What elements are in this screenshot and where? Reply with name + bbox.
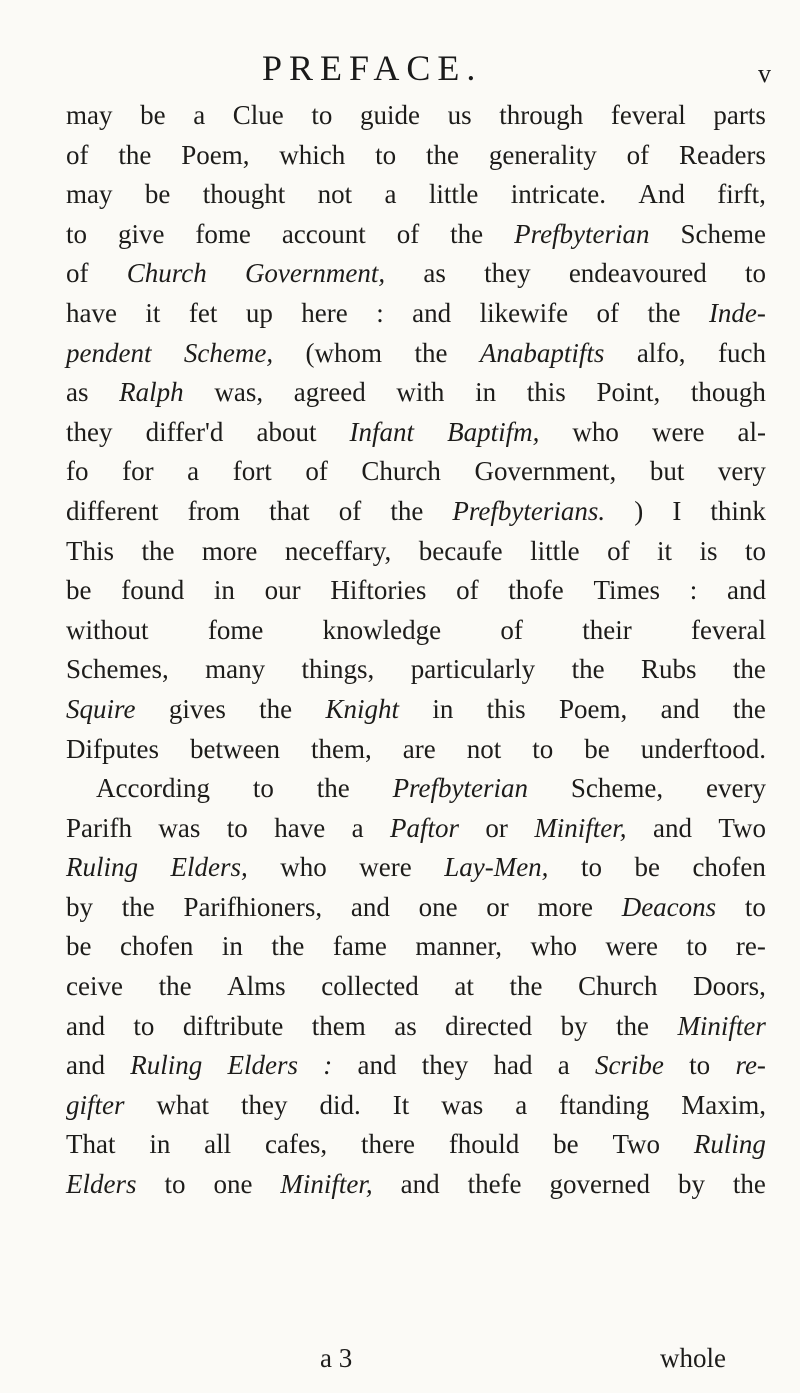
word: ) bbox=[634, 495, 644, 526]
word: alfo, bbox=[636, 337, 686, 368]
word: be bbox=[144, 179, 171, 210]
word: their bbox=[582, 614, 632, 645]
italic-word: Church bbox=[126, 258, 207, 289]
text-line bbox=[66, 1125, 766, 1165]
word: to bbox=[252, 773, 274, 804]
word: the bbox=[732, 1169, 766, 1200]
word: from bbox=[187, 495, 241, 526]
word: and bbox=[660, 693, 700, 724]
word: at bbox=[454, 971, 474, 1002]
word: gives bbox=[168, 693, 226, 724]
word: the bbox=[141, 535, 175, 566]
italic-word: Knight bbox=[325, 693, 399, 724]
word: to bbox=[532, 733, 554, 764]
word: Readers bbox=[678, 139, 766, 170]
word: manner, bbox=[415, 931, 502, 962]
word: be bbox=[584, 733, 610, 764]
word: the bbox=[121, 891, 155, 922]
text-line bbox=[66, 690, 766, 730]
word: very bbox=[717, 456, 766, 487]
word: a bbox=[515, 1089, 528, 1120]
word: as bbox=[423, 258, 446, 289]
word: they bbox=[421, 1050, 469, 1081]
word: by bbox=[66, 891, 93, 922]
word: that bbox=[269, 495, 310, 526]
word: agreed bbox=[293, 377, 366, 408]
word: Government, bbox=[474, 456, 617, 487]
word: be bbox=[140, 100, 166, 130]
word: or bbox=[485, 812, 508, 843]
word: the bbox=[271, 931, 305, 962]
text-line bbox=[66, 373, 766, 413]
word: up bbox=[245, 297, 273, 328]
word: fome bbox=[195, 218, 251, 249]
italic-word: Government, bbox=[244, 258, 386, 289]
word: fo bbox=[66, 456, 89, 487]
word: for bbox=[122, 456, 154, 487]
word: and bbox=[412, 297, 452, 328]
text-line bbox=[66, 927, 766, 967]
italic-word: Ralph bbox=[119, 377, 184, 408]
text-line bbox=[66, 848, 766, 888]
word: Difputes bbox=[66, 733, 159, 764]
word: what bbox=[156, 1089, 209, 1120]
text-line bbox=[66, 1086, 766, 1126]
word: have bbox=[274, 812, 326, 843]
word: Scheme, bbox=[570, 773, 664, 804]
word: different bbox=[66, 495, 159, 526]
word: a bbox=[557, 1050, 570, 1081]
word: give bbox=[117, 218, 165, 249]
page-number: v bbox=[758, 59, 771, 88]
word: governed bbox=[549, 1169, 650, 1200]
word: was bbox=[158, 812, 201, 843]
word: may bbox=[66, 100, 113, 130]
text-line bbox=[66, 413, 766, 453]
text-line bbox=[66, 492, 766, 532]
word: Poem, bbox=[559, 693, 628, 724]
italic-word: Ruling bbox=[130, 1050, 203, 1081]
word: of bbox=[500, 614, 523, 645]
word: underftood. bbox=[640, 733, 766, 764]
word: are bbox=[402, 733, 436, 764]
italic-word: Deacons bbox=[621, 891, 717, 922]
word: all bbox=[204, 1129, 232, 1160]
text-line bbox=[66, 215, 766, 255]
word: the bbox=[390, 495, 424, 526]
word: or bbox=[486, 891, 509, 922]
word: the bbox=[450, 218, 484, 249]
word: of bbox=[396, 218, 420, 249]
word: and bbox=[357, 1050, 397, 1081]
word: in bbox=[213, 575, 235, 606]
word: in bbox=[432, 693, 454, 724]
italic-word: Paftor bbox=[389, 812, 459, 843]
catchword: whole bbox=[660, 1343, 726, 1373]
word: them, bbox=[310, 733, 372, 764]
word: be bbox=[66, 575, 92, 606]
word: Point, bbox=[596, 377, 661, 408]
text-line bbox=[66, 611, 766, 651]
word: Church bbox=[578, 971, 658, 1002]
word: intricate. bbox=[510, 179, 606, 210]
italic-word: Inde- bbox=[708, 297, 766, 328]
word: as bbox=[66, 377, 89, 408]
word: al- bbox=[737, 416, 766, 447]
word: them bbox=[311, 1010, 366, 1041]
italic-word: : bbox=[323, 1050, 333, 1081]
word: more bbox=[537, 891, 593, 922]
word: the bbox=[316, 773, 350, 804]
word: with bbox=[396, 377, 445, 408]
word: ceive bbox=[66, 971, 123, 1002]
word: here bbox=[301, 297, 348, 328]
word: And bbox=[638, 179, 685, 210]
word: a bbox=[193, 100, 206, 130]
italic-word: Minifter bbox=[677, 1010, 766, 1041]
word: the bbox=[158, 971, 192, 1002]
text-line bbox=[66, 571, 766, 611]
word: Doors, bbox=[693, 971, 766, 1002]
text-line bbox=[66, 650, 766, 690]
word: fome bbox=[207, 614, 264, 645]
italic-word: Elders bbox=[227, 1050, 298, 1081]
word: our bbox=[264, 575, 301, 606]
italic-word: Ruling bbox=[693, 1129, 766, 1160]
word: I bbox=[672, 495, 682, 526]
word: thofe bbox=[508, 575, 564, 606]
word: this bbox=[526, 377, 566, 408]
word: there bbox=[361, 1129, 415, 1160]
word: Two bbox=[718, 812, 766, 843]
word: as bbox=[394, 1010, 417, 1041]
italic-word: Scribe bbox=[594, 1050, 664, 1081]
word: through bbox=[499, 100, 584, 130]
word: but bbox=[649, 456, 685, 487]
word: not bbox=[466, 733, 502, 764]
word: and bbox=[400, 1169, 440, 1200]
word: of bbox=[338, 495, 362, 526]
text-line bbox=[66, 1007, 766, 1047]
body-text bbox=[66, 96, 766, 1205]
signature-mark: a 3 bbox=[320, 1343, 353, 1373]
word: was, bbox=[214, 377, 264, 408]
word: the bbox=[414, 337, 448, 368]
word: to bbox=[164, 1169, 186, 1200]
word: to bbox=[744, 891, 766, 922]
word: about bbox=[256, 416, 317, 447]
word: things, bbox=[301, 654, 375, 685]
italic-word: Minifter, bbox=[534, 812, 627, 843]
word: According bbox=[96, 773, 210, 804]
word: : bbox=[376, 297, 384, 328]
word: may bbox=[66, 179, 113, 210]
word: between bbox=[190, 733, 280, 764]
word: more bbox=[201, 535, 258, 566]
word: many bbox=[205, 654, 266, 685]
word: and bbox=[350, 891, 390, 922]
word: the bbox=[571, 654, 605, 685]
word: by bbox=[677, 1169, 705, 1200]
word: to bbox=[580, 852, 602, 883]
word: the bbox=[259, 693, 293, 724]
word: Maxim, bbox=[681, 1089, 766, 1120]
word: was bbox=[441, 1089, 484, 1120]
word: a bbox=[187, 456, 200, 487]
word: a bbox=[351, 812, 364, 843]
text-line bbox=[66, 294, 766, 334]
italic-word: pendent bbox=[66, 337, 152, 368]
word: think bbox=[710, 495, 766, 526]
word: of bbox=[596, 297, 620, 328]
word: in bbox=[475, 377, 497, 408]
word: to bbox=[226, 812, 248, 843]
word: cafes, bbox=[264, 1129, 328, 1160]
word: Alms bbox=[227, 971, 286, 1002]
word: to bbox=[744, 258, 766, 289]
text-line bbox=[66, 136, 766, 176]
word: to bbox=[375, 139, 397, 170]
word: fhould bbox=[448, 1129, 520, 1160]
word: have bbox=[66, 297, 117, 328]
word: Scheme bbox=[680, 218, 766, 249]
word: knowledge bbox=[322, 614, 442, 645]
word: this bbox=[486, 693, 526, 724]
word: generality bbox=[488, 139, 597, 170]
word: to bbox=[689, 1050, 711, 1081]
text-line bbox=[66, 888, 766, 928]
word: they bbox=[484, 258, 531, 289]
word: This bbox=[66, 535, 115, 566]
word: every bbox=[705, 773, 766, 804]
word: Clue bbox=[232, 100, 284, 130]
word: the bbox=[616, 1010, 649, 1041]
word: endeavoured bbox=[568, 258, 707, 289]
italic-word: Elders bbox=[66, 1169, 137, 1200]
word: of bbox=[626, 139, 650, 170]
text-line bbox=[66, 452, 766, 492]
italic-word: Anabaptifts bbox=[479, 337, 605, 368]
word: by bbox=[560, 1010, 588, 1041]
word: to bbox=[133, 1010, 155, 1041]
word: not bbox=[317, 179, 353, 210]
word: they bbox=[66, 416, 113, 447]
italic-word: re- bbox=[735, 1050, 766, 1081]
word: Hiftories bbox=[330, 575, 427, 606]
text-line bbox=[66, 334, 766, 374]
word: : bbox=[689, 575, 698, 606]
word: fame bbox=[332, 931, 387, 962]
word: were bbox=[359, 852, 412, 883]
word: of bbox=[607, 535, 630, 566]
text-line bbox=[66, 730, 766, 770]
word: us bbox=[447, 100, 472, 130]
word: is bbox=[699, 535, 718, 566]
word: likewife bbox=[479, 297, 569, 328]
word: had bbox=[493, 1050, 533, 1081]
running-head bbox=[0, 48, 800, 88]
italic-word: gifter bbox=[66, 1089, 125, 1120]
word: of bbox=[456, 575, 479, 606]
word: directed bbox=[445, 1010, 533, 1041]
word: a bbox=[384, 179, 397, 210]
text-line bbox=[66, 1046, 766, 1086]
word: Schemes, bbox=[66, 654, 169, 685]
word: who bbox=[572, 416, 619, 447]
word: though bbox=[690, 377, 766, 408]
word: Poem, bbox=[181, 139, 250, 170]
italic-word: Scheme, bbox=[183, 337, 274, 368]
italic-word: Ruling bbox=[66, 852, 138, 883]
word: neceffary, bbox=[284, 535, 392, 566]
word: of bbox=[66, 258, 89, 289]
italic-word: Lay-Men, bbox=[444, 852, 549, 883]
text-line bbox=[66, 175, 766, 215]
word: feveral bbox=[610, 100, 686, 130]
word: thefe bbox=[467, 1169, 522, 1200]
word: little bbox=[530, 535, 580, 566]
word: one bbox=[418, 891, 458, 922]
italic-word: Minifter, bbox=[280, 1169, 373, 1200]
word: be bbox=[634, 852, 660, 883]
italic-word: Prefbyterian bbox=[514, 218, 650, 249]
word: be bbox=[553, 1129, 579, 1160]
word: to bbox=[744, 535, 766, 566]
word: particularly bbox=[410, 654, 536, 685]
word: thought bbox=[202, 179, 286, 210]
word: the bbox=[647, 297, 681, 328]
word: Rubs bbox=[640, 654, 697, 685]
word: be bbox=[66, 931, 92, 962]
text-line bbox=[66, 532, 766, 572]
word: chofen bbox=[692, 852, 766, 883]
word: to bbox=[311, 100, 333, 130]
word: the bbox=[732, 693, 766, 724]
italic-word: Squire bbox=[66, 693, 136, 724]
word: of bbox=[305, 456, 328, 487]
word: It bbox=[392, 1089, 410, 1120]
word: and bbox=[727, 575, 766, 606]
word: ftanding bbox=[559, 1089, 650, 1120]
word: one bbox=[213, 1169, 253, 1200]
word: differ'd bbox=[145, 416, 224, 447]
word: did. bbox=[319, 1089, 361, 1120]
word: and bbox=[66, 1010, 105, 1041]
word: who bbox=[530, 931, 577, 962]
word: fuch bbox=[717, 337, 766, 368]
word: to bbox=[686, 931, 708, 962]
word: Times bbox=[593, 575, 661, 606]
text-line bbox=[66, 967, 766, 1007]
word: becaufe bbox=[418, 535, 503, 566]
text-line bbox=[66, 809, 766, 849]
word: and bbox=[652, 812, 692, 843]
word: Church bbox=[361, 456, 441, 487]
word: were bbox=[651, 416, 705, 447]
word: the bbox=[732, 654, 766, 685]
text-line bbox=[66, 769, 766, 809]
word: collected bbox=[321, 971, 419, 1002]
word: the bbox=[118, 139, 152, 170]
word: the bbox=[509, 971, 543, 1002]
word: which bbox=[279, 139, 346, 170]
word: firft, bbox=[717, 179, 766, 210]
word: guide bbox=[360, 100, 421, 130]
word: it bbox=[145, 297, 161, 328]
italic-word: Baptifm, bbox=[447, 416, 540, 447]
word: fet bbox=[188, 297, 218, 328]
word: (whom bbox=[305, 337, 383, 368]
word: re- bbox=[735, 931, 766, 962]
word: who bbox=[280, 852, 327, 883]
word: they bbox=[240, 1089, 288, 1120]
text-line bbox=[66, 96, 766, 136]
word: in bbox=[221, 931, 243, 962]
word: That bbox=[66, 1129, 116, 1160]
word: Parifh bbox=[66, 812, 132, 843]
word: little bbox=[428, 179, 479, 210]
word: fort bbox=[232, 456, 272, 487]
word: feveral bbox=[691, 614, 766, 645]
word: it bbox=[657, 535, 673, 566]
word: to bbox=[66, 218, 88, 249]
italic-word: Prefbyterians. bbox=[452, 495, 606, 526]
text-line bbox=[66, 1165, 766, 1205]
word: in bbox=[149, 1129, 171, 1160]
text-line bbox=[66, 254, 766, 294]
word: without bbox=[66, 614, 149, 645]
word: chofen bbox=[119, 931, 194, 962]
word: Two bbox=[612, 1129, 661, 1160]
word: of bbox=[66, 139, 89, 170]
word: were bbox=[605, 931, 658, 962]
word: parts bbox=[713, 100, 766, 130]
italic-word: Infant bbox=[349, 416, 415, 447]
word: diftribute bbox=[182, 1010, 284, 1041]
italic-word: Prefbyterian bbox=[392, 773, 529, 804]
running-title: PREFACE. bbox=[262, 48, 483, 88]
word: the bbox=[425, 139, 459, 170]
word: Parifhioners, bbox=[183, 891, 323, 922]
word: and bbox=[66, 1050, 105, 1081]
word: account bbox=[281, 218, 366, 249]
italic-word: Elders, bbox=[170, 852, 248, 883]
word: found bbox=[121, 575, 185, 606]
